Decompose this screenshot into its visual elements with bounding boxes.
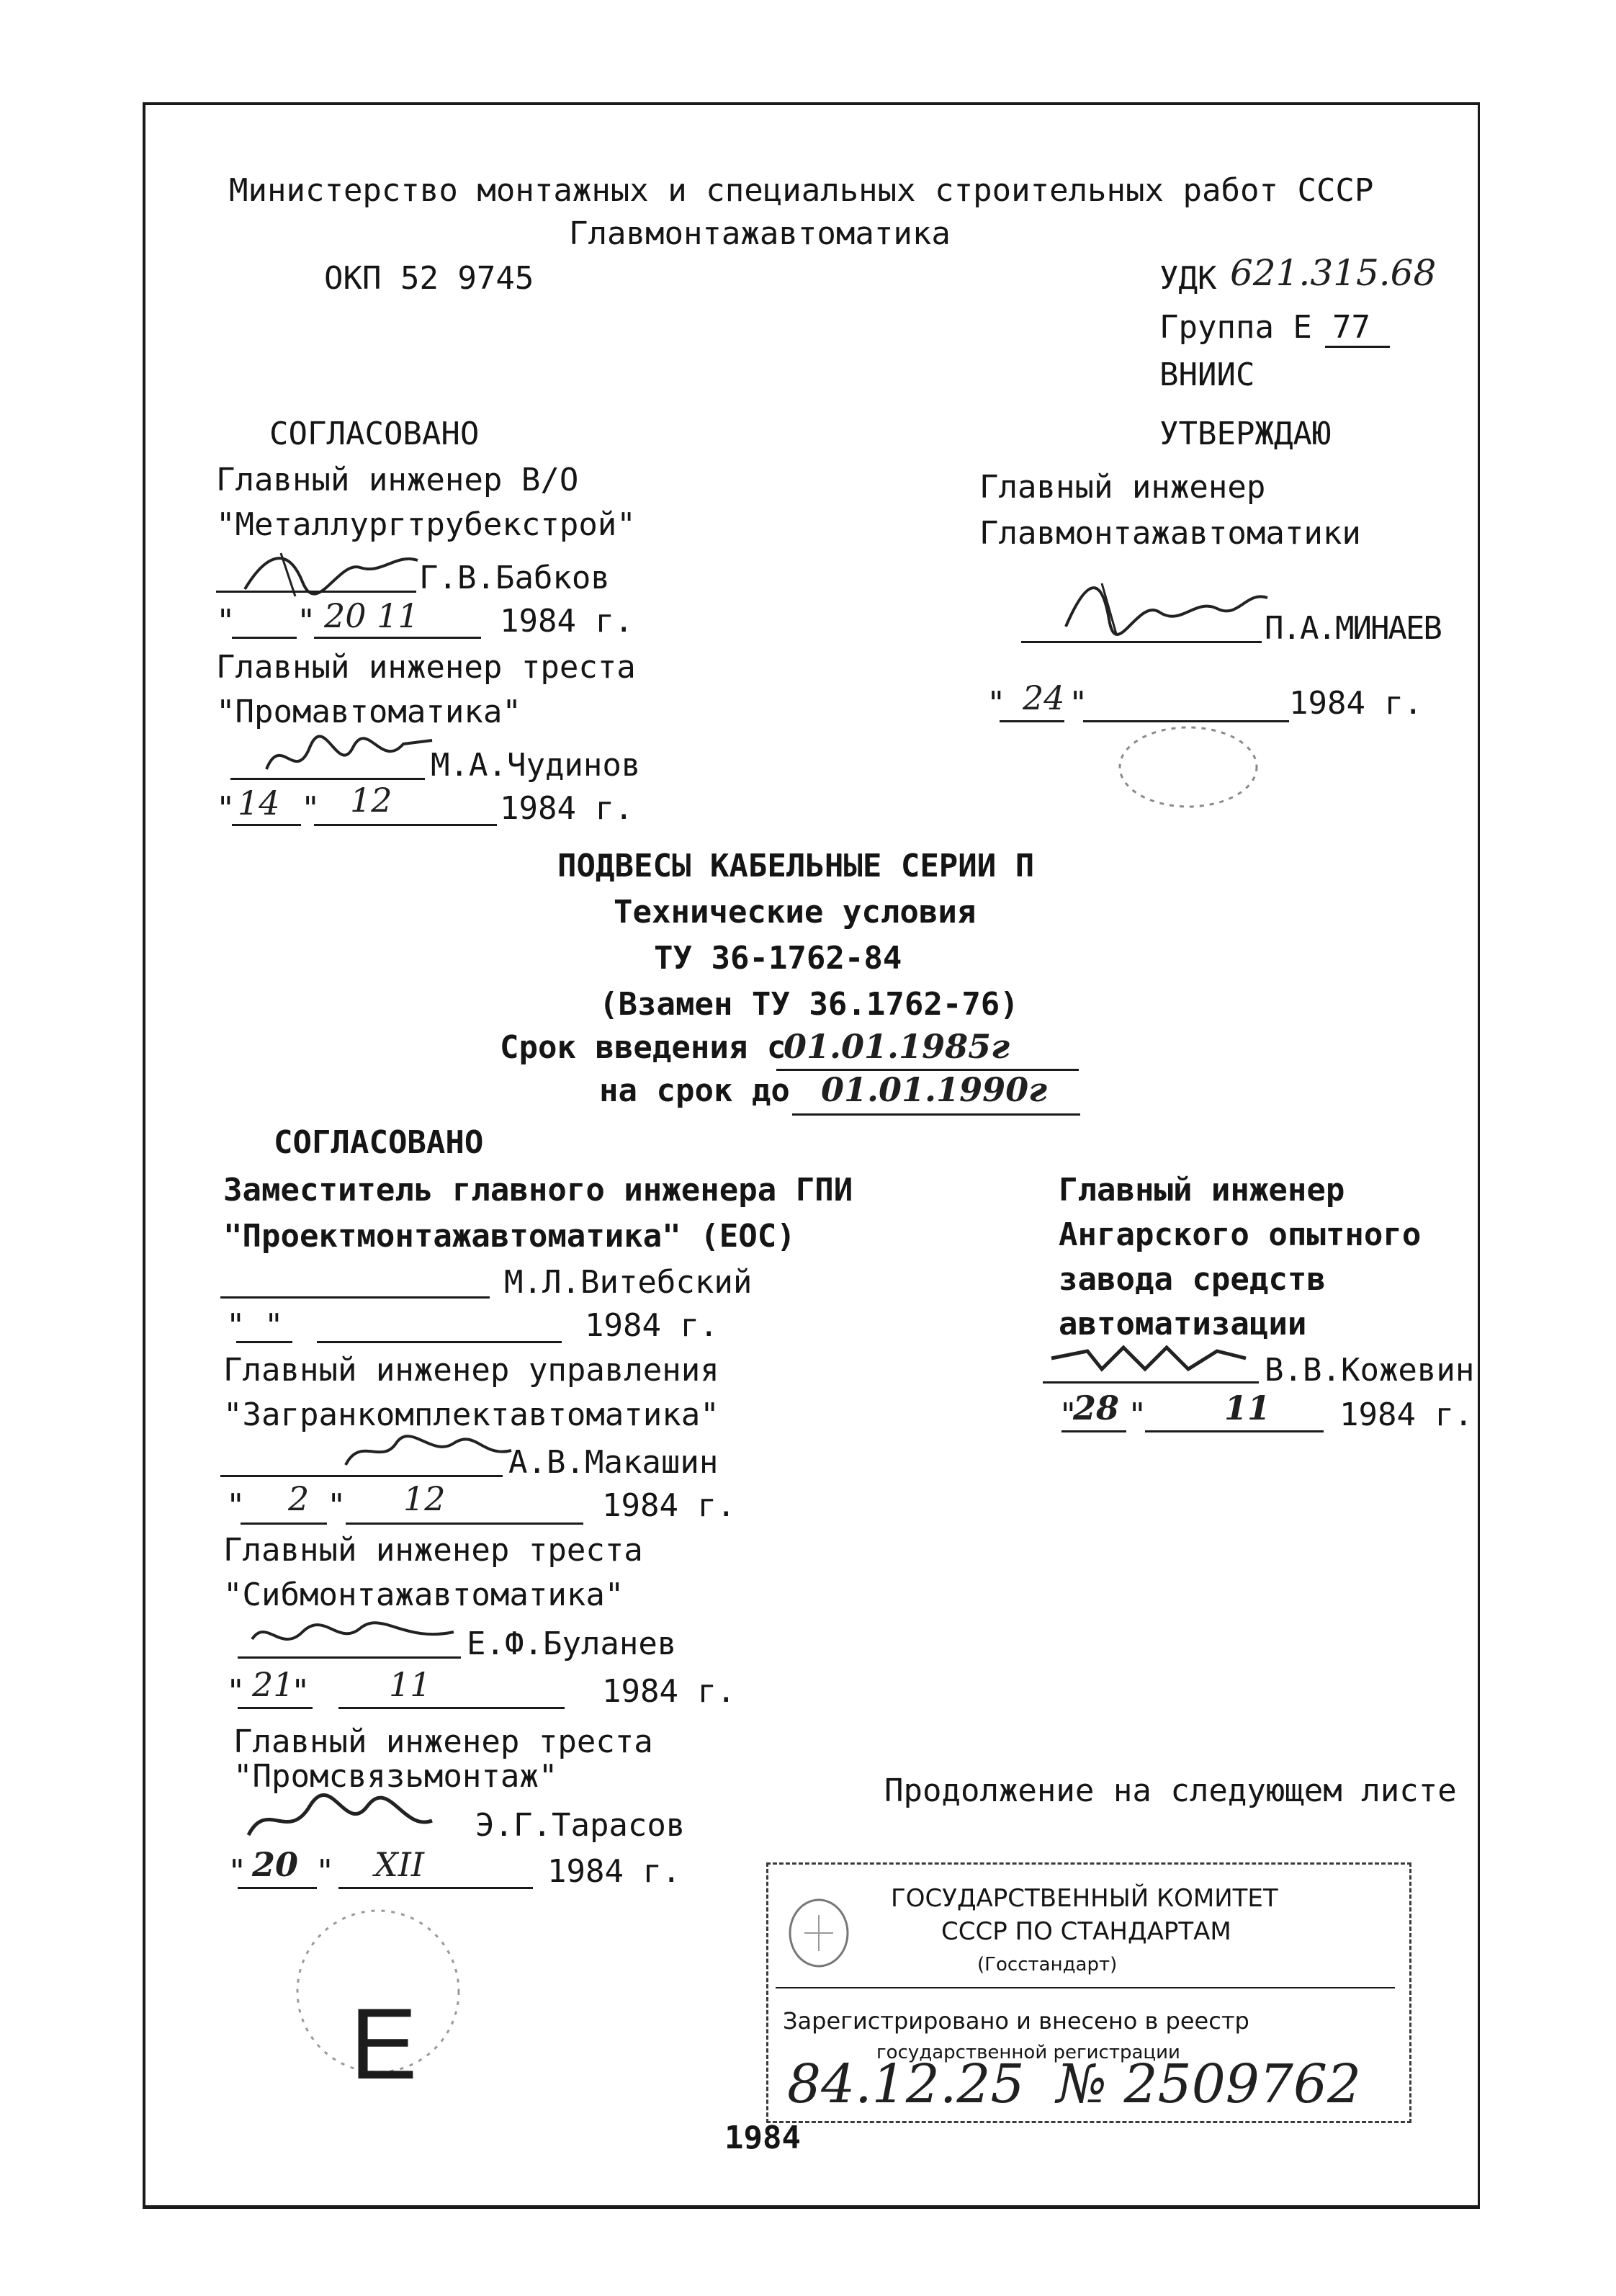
plant-engineer-org-line3: автоматизации <box>1059 1306 1307 1342</box>
approver-2-month: 12 <box>350 781 392 820</box>
udk-label: УДК <box>1159 260 1217 297</box>
approver-1-signature <box>238 539 425 604</box>
agreer-3-date-quote: " <box>226 1673 246 1710</box>
letter-mark: E <box>350 1987 418 2100</box>
introduction-date: 01.01.1985г <box>784 1027 1010 1066</box>
agreer-1-position: Заместитель главного инженера ГПИ <box>223 1172 853 1208</box>
approver-1-organization: "Металлургтрубекстрой" <box>216 506 636 543</box>
group-label: Группа Е <box>1159 309 1312 346</box>
stamp-reg-date: 84.12.25 <box>787 2053 1025 2115</box>
agreer-3-month: 11 <box>389 1665 431 1704</box>
approver-1-date-quote-close: " <box>297 603 316 640</box>
approver-2-year: 1984 г. <box>500 790 634 827</box>
agreer-4-organization: "Промсвязьмонтаж" <box>233 1758 558 1795</box>
validity-label: на срок до <box>599 1072 790 1109</box>
footer-year: 1984 <box>724 2120 801 2156</box>
plant-engineer-day-line <box>1061 1430 1126 1432</box>
registration-stamp <box>766 1862 1411 2123</box>
stamp-reg-number: № 2509762 <box>1056 2053 1362 2115</box>
approver-2-signature-line <box>230 778 425 780</box>
agreer-4-day-line <box>238 1887 317 1889</box>
stamp-registry: государственной регистрации <box>876 2042 1180 2063</box>
stamp-gosstandart: (Госстандарт) <box>977 1954 1118 1976</box>
approver-1-month: 20 11 <box>324 596 419 635</box>
agreed-heading-bottom: СОГЛАСОВАНО <box>274 1124 484 1161</box>
agreer-1-organization: "Проектмонтажавтоматика" (ЕОС) <box>223 1218 796 1255</box>
agreer-3-date-quote-close: " <box>291 1673 310 1710</box>
agreer-1-year: 1984 г. <box>585 1307 719 1344</box>
document-subtitle: Технические условия <box>614 894 977 930</box>
stamp-registered: Зарегистрировано и внесено в реестр <box>783 2007 1249 2035</box>
approver-2-day: 14 <box>238 784 280 822</box>
group-underline <box>1325 346 1390 348</box>
plant-engineer-signature <box>1044 1337 1253 1380</box>
agreer-2-day: 2 <box>288 1479 310 1518</box>
agreer-2-position: Главный инженер управления <box>223 1352 719 1389</box>
approver-2-position: Главный инженер треста <box>216 649 636 686</box>
vniis-label: ВНИИС <box>1159 356 1255 393</box>
approver-2-month-line <box>314 824 497 826</box>
chief-engineer-signature <box>1051 569 1282 648</box>
plant-engineer-month: 11 <box>1224 1389 1271 1427</box>
plant-engineer-name: В.В.Кожевин <box>1265 1352 1475 1389</box>
agreer-3-day: 21 <box>252 1665 295 1704</box>
agreer-4-name: Э.Г.Тарасов <box>475 1807 686 1844</box>
chief-engineer-date-quote: " <box>987 685 1006 722</box>
plant-engineer-year: 1984 г. <box>1339 1396 1473 1433</box>
stamp-emblem <box>783 1893 855 1973</box>
group-value: 77 <box>1332 309 1370 346</box>
validity-date: 01.01.1990г <box>821 1070 1047 1109</box>
agreer-2-signature-line <box>220 1475 503 1477</box>
agreer-2-signature <box>338 1429 526 1479</box>
agreer-2-month: 12 <box>403 1479 446 1518</box>
ministry-title: Министерство монтажных и специальных строительных работ СССР <box>229 172 1374 209</box>
document-number: ТУ 36-1762-84 <box>654 940 902 977</box>
agreer-4-date-quote: " <box>228 1853 247 1890</box>
approver-1-month-line <box>314 637 481 639</box>
agreer-4-year: 1984 г. <box>547 1853 681 1890</box>
agreer-3-signature <box>238 1610 468 1661</box>
approver-2-organization: "Промавтоматика" <box>216 694 521 730</box>
chief-engineer-signature-line <box>1021 641 1262 643</box>
approver-1-date-quote: " <box>216 603 235 640</box>
agreer-2-date-quote: " <box>226 1487 246 1524</box>
approver-1-day-line <box>232 637 297 639</box>
agreer-4-day: 20 <box>252 1845 299 1884</box>
agreer-1-month-line <box>317 1341 562 1343</box>
agreer-2-month-line <box>346 1523 583 1525</box>
agreer-1-signature-line <box>220 1296 490 1299</box>
agreer-2-name: А.В.Макашин <box>508 1444 719 1481</box>
agreer-3-month-line <box>338 1707 565 1709</box>
chief-engineer-date-quote-close: " <box>1069 685 1088 722</box>
stamp-standards: СССР ПО СТАНДАРТАМ <box>941 1917 1231 1946</box>
approver-2-date-quote: " <box>216 790 235 827</box>
chief-engineer-name: П.А.МИНАЕВ <box>1265 610 1441 647</box>
agreer-4-date-quote-close: " <box>315 1853 335 1890</box>
agreer-2-day-line <box>241 1523 327 1525</box>
agreer-4-signature <box>238 1792 446 1849</box>
agreer-1-name: М.Л.Витебский <box>504 1264 753 1301</box>
udk-value: 621.315.68 <box>1230 252 1437 294</box>
approver-1-position: Главный инженер В/О <box>216 462 579 498</box>
approved-heading: СОГЛАСОВАНО <box>269 416 480 452</box>
plant-engineer-day: 28 <box>1073 1389 1120 1427</box>
agreer-4-month-line <box>338 1887 533 1889</box>
approver-2-name: М.А.Чудинов <box>431 747 641 784</box>
agreer-4-month: XII <box>374 1845 425 1884</box>
approver-1-year: 1984 г. <box>500 603 634 640</box>
plant-engineer-date-quote-close: " <box>1128 1396 1147 1433</box>
document-title: ПОДВЕСЫ КАБЕЛЬНЫЕ СЕРИИ П <box>557 848 1035 884</box>
agreer-3-name: Е.Ф.Буланев <box>467 1625 677 1662</box>
agreer-3-signature-line <box>238 1656 461 1659</box>
plant-engineer-org-line2: завода средств <box>1059 1261 1326 1298</box>
plant-engineer-month-line <box>1145 1430 1324 1432</box>
agreer-2-year: 1984 г. <box>602 1487 736 1524</box>
round-seal-top <box>1109 720 1267 814</box>
okp-code: ОКП 52 9745 <box>324 260 534 297</box>
chief-engineer-year: 1984 г. <box>1289 685 1423 722</box>
plant-engineer-signature-line <box>1043 1381 1259 1384</box>
introduction-label: Срок введения с <box>500 1029 786 1066</box>
validity-date-line <box>792 1113 1080 1116</box>
agreer-3-year: 1984 г. <box>602 1673 736 1710</box>
approve-heading: УТВЕРЖДАЮ <box>1159 416 1332 452</box>
replaces-note: (Взамен ТУ 36.1762-76) <box>599 986 1019 1023</box>
approver-2-day-line <box>232 824 301 826</box>
agreer-2-organization: "Загранкомплектавтоматика" <box>223 1396 719 1433</box>
agreer-1-day-line <box>236 1341 292 1343</box>
continuation-note: Продолжение на следующем листе <box>884 1772 1457 1809</box>
stamp-committee: ГОСУДАРСТВЕННЫЙ КОМИТЕТ <box>891 1884 1278 1913</box>
agreer-3-organization: "Сибмонтажавтоматика" <box>223 1577 624 1613</box>
stamp-divider <box>776 1987 1395 1988</box>
agreer-4-position: Главный инженер треста <box>233 1723 653 1760</box>
plant-engineer-org-line1: Ангарского опытного <box>1059 1216 1422 1253</box>
chief-engineer-day-line <box>1000 720 1064 722</box>
agreer-1-date-quote: " " <box>226 1307 284 1344</box>
chief-engineer-day: 24 <box>1023 678 1065 717</box>
plant-engineer-position: Главный инженер <box>1059 1172 1345 1208</box>
approver-1-name: Г.В.Бабков <box>419 560 610 596</box>
chief-engineer-organization: Главмонтажавтоматики <box>979 515 1361 552</box>
agreer-3-position: Главный инженер треста <box>223 1532 643 1569</box>
chief-engineer-position: Главный инженер <box>979 469 1266 506</box>
plant-engineer-date-quote: " <box>1059 1396 1078 1433</box>
agreer-2-date-quote-close: " <box>327 1487 346 1524</box>
approver-1-signature-line <box>216 591 416 593</box>
organization-name: Главмонтажавтоматика <box>569 215 951 252</box>
approver-2-date-quote-close: " <box>301 790 320 827</box>
